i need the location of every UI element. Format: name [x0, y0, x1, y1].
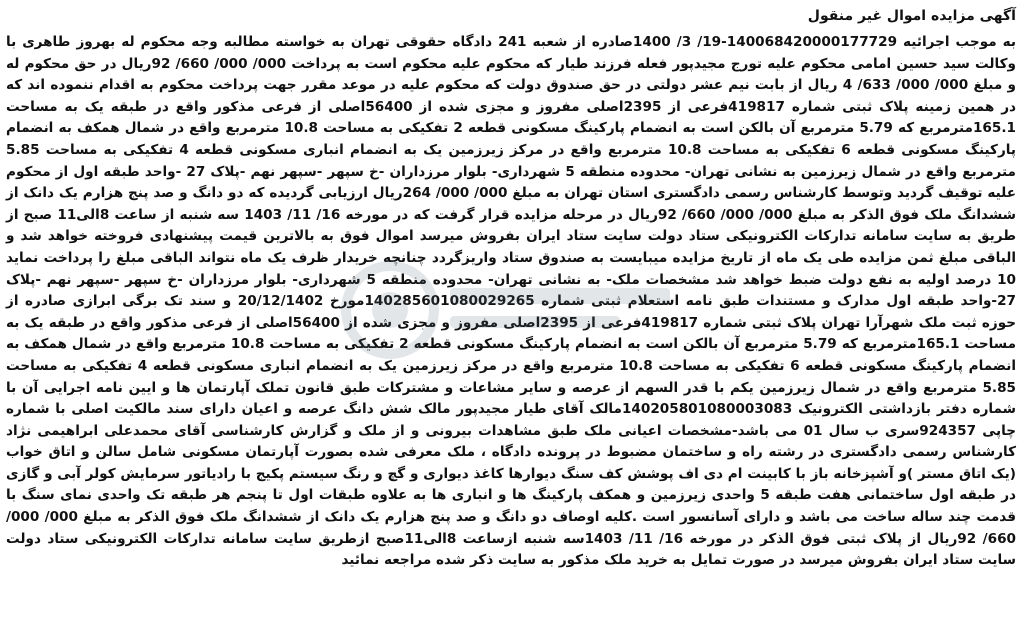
notice-body: به موجب اجرائیه 140068420000177729-19/ 3/ 1400صادره از شعبه 241 دادگاه حقوقی تهران به خواسته مطالبه وجه محکوم له بهروز طاهری با وکالت سید حسین امامی محکوم علیه تورج مجیدپور فعله فرزند طیار که محکوم علیه محکوم است به پرداخت 000/ 000/ 660/ 92ریال در حق محکوم له و مبلغ 000/ 000/ 633/ 4 ریال از بابت نیم عشر دولتی در حق صندوق دولت که محکوم علیه در موعد مقرر جهت پرداخت محکوم به اقدام ننموده اند که در همین زمینه پلاک ثبتی شماره 419817فرعی از 2395اصلی مفروز و مجزی شده از 56400اصلی از فرعی مذکور واقع در طبقه یک به مساحت 165.1مترمربع که 5.79 مترمربع آن بالکن است به انضمام پارکینگ مسکونی قطعه 2 تفکیکی به مساحت 10.8 مترمربع واقع در شمال همکف به انضمام پارکینگ مسکونی قطعه 6 تفکیکی به مساحت 10.8 مترمربع واقع در مرکز زیرزمین یک به انضمام انباری مسکونی قطعه 4 تفکیکی به مساحت 5.85 مترمربع واقع در شمال زیرزمین به نشانی تهران- محدوده منطقه 5 شهرداری- بلوار مرزداران -خ سپهر -سپهر نهم -پلاک 27 -واحد طبقه اول از محکوم علیه توقیف گردید وتوسط کارشناس رسمی دادگستری استان تهران به مبلغ 000/ 000/ 264ریال ارزیابی گردیده که دو دانگ و صد پنج هزارم یک دانک از ششدانگ ملک فوق الذکر به مبلغ 000/ 000/ 660/ 92ریال در مرحله مزایده قرار گرفت که در مورخه 16/ 11/ 1403 سه شنبه از ساعت 8الی11 صبح از طریق به سایت سامانه تدارکات الکترونیکی ستاد دولت سایت ستاد ایران بفروش میرسد اموال فوق به بالاترین قیمت پیشنهادی فروخته خواهد شد و الباقی مبلغ ثمن مزایده طی یک ماه از تاریخ مزایده میبایست به صندوق ستاد واریزگردد چنانچه خریدار ظرف یک ماه نتواند الباقی مبلغ را پرداخت نماید 10 درصد اولیه به نفع دولت ضبط خواهد شد مشخصات ملک- به نشانی تهران- محدوده منطقه 5 شهرداری- بلوار مرزداران -خ سپهر -سپهر نهم -پلاک 27-واحد طبقه اول مدارک و مستندات طبق نامه استعلام ثبتی شماره 140285601080029265مورخ 20/12/1402 و سند تک برگی ابرازی صادره از حوزه ثبت ملک شهرآرا تهران پلاک ثبتی شماره 419817فرعی از 2395اصلی مفروز و مجزی شده از 56400اصلی از فرعی مذکور واقع در طبقه یک به مساحت 165.1مترمربع که 5.79 مترمربع آن بالکن است به انضمام پارکینگ مسکونی قطعه 2 تفکیکی به مساحت 10.8 مترمربع واقع در شمال همکف به انضمام پارکینگ مسکونی قطعه 6 تفکیکی به مساحت 10.8 مترمربع واقع در مرکز زیرزمین یک به انضمام انباری مسکونی قطعه 4 تفکیکی به مساحت 5.85 مترمربع واقع در شمال زیرزمین یکم با قدر السهم از عرصه و سایر مشاعات و مشترکات طبق قانون تملک آپارتمان ها و ایین نامه اجرایی آن با شماره دفتر بازداشتی الکترونیک 140205801080003083مالک آقای طیار مجیدپور مالک شش دانگ عرصه و اعیان دارای سند مالکیت اصلی با شماره چاپی 924357سری ب سال 01 می باشد-مشخصات اعیانی ملک طبق مشاهدات بیرونی و از ملک و گزارش کارشناسی آقای محمدعلی ابراهیمی نژاد کارشناس رسمی دادگستری در رشته راه و ساختمان مضبوط در پرونده دادگاه ، ملک معرفی شده بصورت آپارتمان مسکونی شامل سالن و اتاق خواب (یک اتاق مستر )و آشپزخانه باز با کابینت ام دی اف پوشش کف سنگ دیوارها کاغذ دیواری و گچ و رنگ سیستم پکیج با رادیاتور سرمایش کولر آبی و گازی در طبقه اول ساختمانی هفت طبقه 5 واحدی زیرزمین و همکف پارکینگ ها و انباری ها به علاوه طبقات اول تا پنجم هر طبقه تک واحدی نمای سنگ با قدمت چند ساله ساخت می باشد و دارای آسانسور است .کلیه اوصاف دو دانگ و صد پنج هزارم یک دانک از ششدانگ ملک فوق الذکر به مبلغ 000/ 000/ 660/ 92ریال از پلاک ثبتی فوق الذکر در مورخه 16/ 11/ 1403سه شنبه ازساعت 8الی11صبح ازطریق سایت سامانه تدارکات الکترونیکی ستاد دولت سایت ستاد ایران بفروش میرسد در صورت تمایل به خرید ملک مذکور به سایت ذکر شده مراجعه نمائید — [6, 34, 1017, 569]
auction-notice — [6, 6, 1016, 626]
notice-title: آگهی مزایده اموال غیر منقول — [807, 8, 1016, 24]
